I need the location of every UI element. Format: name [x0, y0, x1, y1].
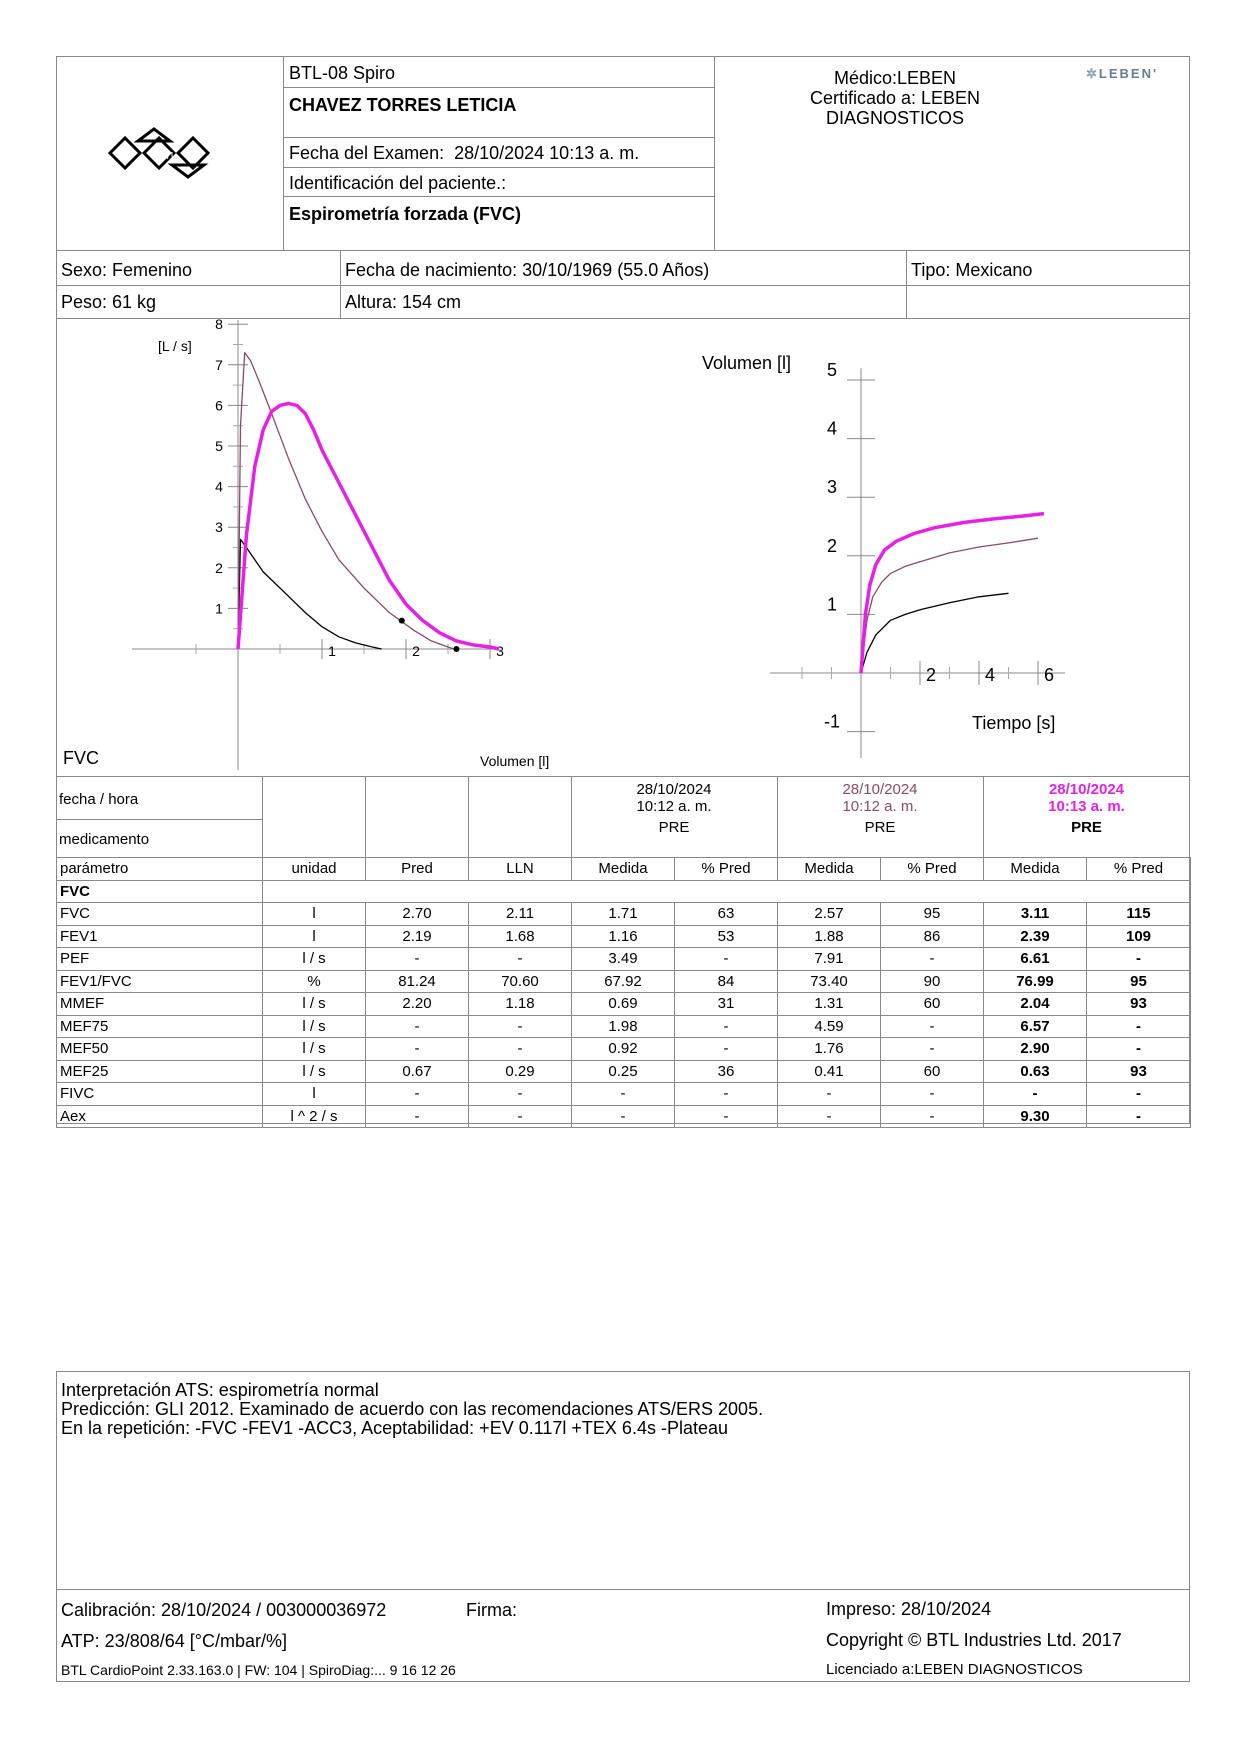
- y-tick-label: 2: [826, 535, 838, 556]
- interpretation-text: [61, 1381, 763, 1438]
- col-header: LLN: [469, 858, 572, 881]
- table-cell: 0.25: [572, 1060, 675, 1083]
- patient-type: Tipo: Mexicano: [911, 260, 1033, 280]
- leben-logo: [1086, 66, 1158, 82]
- table-cell: -: [469, 1083, 572, 1106]
- table-cell: l: [263, 925, 366, 948]
- table-cell: l / s: [263, 1015, 366, 1038]
- section-row: [57, 880, 1191, 903]
- table-cell: -: [1087, 1083, 1191, 1106]
- leben-logo-text: LEBEN': [1098, 66, 1159, 81]
- table-cell: 60: [881, 1060, 984, 1083]
- trial-3-date: 28/10/2024: [1048, 781, 1125, 798]
- y-tick-label: 3: [215, 519, 223, 536]
- y-tick-label: 8: [215, 318, 223, 333]
- patient-name: CHAVEZ TORRES LETICIA: [289, 95, 517, 115]
- table-cell: -: [1087, 1105, 1191, 1128]
- table-row: [57, 903, 1191, 926]
- x-tick-label: 4: [984, 665, 996, 685]
- table-cell: -: [675, 1015, 778, 1038]
- col-header: unidad: [263, 858, 366, 881]
- device-name: BTL-08 Spiro: [289, 63, 396, 83]
- flow-volume-ylabel: [L / s]: [158, 338, 192, 354]
- x-tick-label: 2: [925, 665, 937, 685]
- table-cell: -: [366, 1015, 469, 1038]
- table-row: [57, 1015, 1191, 1038]
- table-cell: 86: [881, 925, 984, 948]
- table-cell: 1.76: [778, 1038, 881, 1061]
- table-cell: -: [366, 1038, 469, 1061]
- table-cell: l / s: [263, 1038, 366, 1061]
- table-cell: 2.39: [984, 925, 1087, 948]
- signature-label: Firma:: [466, 1600, 517, 1620]
- interpretation-line-2: Predicción: GLI 2012. Examinado de acuerdo con las recomendaciones ATS/ERS 2005.: [61, 1399, 764, 1419]
- table-cell: l: [263, 1083, 366, 1106]
- col-header: Medida: [778, 858, 881, 881]
- doctor-name: Médico:LEBEN: [833, 68, 957, 88]
- calibration-info: Calibración: 28/10/2024 / 003000036972: [61, 1600, 387, 1620]
- param-name: MMEF: [57, 993, 263, 1016]
- col-header: parámetro: [57, 858, 263, 881]
- table-cell: 67.92: [572, 970, 675, 993]
- volume-time-ylabel: Volumen [l]: [702, 353, 792, 373]
- flow-volume-series-1: [238, 539, 382, 649]
- fecha-hora-label: fecha / hora: [59, 791, 139, 808]
- col-header: % Pred: [675, 858, 778, 881]
- table-cell: 1.71: [572, 903, 675, 926]
- table-row: [57, 993, 1191, 1016]
- table-cell: -: [675, 948, 778, 971]
- table-row: [57, 1083, 1191, 1106]
- y-tick-label: 4: [215, 478, 223, 495]
- table-row: [57, 925, 1191, 948]
- table-row: [57, 1060, 1191, 1083]
- y-tick-label: 1: [215, 600, 223, 617]
- interpretation-line-3: En la repetición: -FVC -FEV1 -ACC3, Aceptabilidad: +EV 0.117l +TEX 6.4s -Plateau: [61, 1418, 729, 1438]
- header-divider-2: [714, 56, 715, 250]
- volume-time-xlabel: Tiempo [s]: [972, 713, 1056, 733]
- table-cell: -: [881, 1038, 984, 1061]
- table-cell: 0.41: [778, 1060, 881, 1083]
- patient-dob: Fecha de nacimiento: 30/10/1969 (55.0 Años): [345, 260, 710, 280]
- col-header: % Pred: [881, 858, 984, 881]
- col-header: Medida: [984, 858, 1087, 881]
- y-tick-label: 6: [215, 397, 223, 414]
- param-name: PEF: [57, 948, 263, 971]
- certified-to: Certificado a: LEBEN: [809, 88, 981, 108]
- table-cell: -: [881, 1105, 984, 1128]
- trial-1-header: [571, 781, 777, 836]
- table-cell: 70.60: [469, 970, 572, 993]
- table-cell: 63: [675, 903, 778, 926]
- table-cell: l ^ 2 / s: [263, 1105, 366, 1128]
- table-cell: 1.16: [572, 925, 675, 948]
- table-cell: -: [469, 1105, 572, 1128]
- volume-time-series-3: [861, 514, 1044, 673]
- volume-time-series-2: [861, 538, 1038, 673]
- table-hdr-divider: [365, 776, 366, 857]
- patient-weight: Peso: 61 kg: [61, 292, 157, 312]
- table-cell: 6.57: [984, 1015, 1087, 1038]
- doctor-block: [720, 68, 1070, 128]
- copyright: Copyright © BTL Industries Ltd. 2017: [826, 1630, 1122, 1650]
- table-cell: 2.90: [984, 1038, 1087, 1061]
- table-cell: 1.31: [778, 993, 881, 1016]
- table-cell: 2.20: [366, 993, 469, 1016]
- table-hdr-divider: [262, 776, 263, 857]
- table-cell: 93: [1087, 1060, 1191, 1083]
- table-cell: 95: [1087, 970, 1191, 993]
- header-row-line: [283, 137, 714, 138]
- trial-3-header: [983, 781, 1190, 836]
- section-spacer: [263, 880, 1191, 903]
- table-cell: 7.91: [778, 948, 881, 971]
- volume-time-chart: [640, 318, 1190, 776]
- flow-volume-title: FVC: [63, 748, 99, 768]
- table-cell: l / s: [263, 1060, 366, 1083]
- info-divider: [340, 250, 341, 318]
- table-row: [57, 1105, 1191, 1128]
- table-cell: 0.92: [572, 1038, 675, 1061]
- param-name: FVC: [57, 903, 263, 926]
- param-name: MEF75: [57, 1015, 263, 1038]
- param-name: FIVC: [57, 1083, 263, 1106]
- table-cell: 93: [1087, 993, 1191, 1016]
- y-tick-label: -1: [823, 711, 841, 732]
- table-cell: 2.70: [366, 903, 469, 926]
- y-tick-label: 2: [215, 559, 223, 576]
- y-tick-label: 5: [826, 360, 838, 380]
- table-top-line: [56, 776, 1190, 777]
- table-cell: 1.18: [469, 993, 572, 1016]
- test-type: Espirometría forzada (FVC): [289, 204, 522, 224]
- table-cell: -: [778, 1105, 881, 1128]
- column-header-row: [57, 858, 1191, 881]
- table-cell: -: [572, 1105, 675, 1128]
- param-name: MEF25: [57, 1060, 263, 1083]
- header-row-line: [283, 196, 714, 197]
- licensed-to: Licenciado a:LEBEN DIAGNOSTICOS: [826, 1661, 1083, 1678]
- header-divider-1: [283, 56, 284, 250]
- y-tick-label: 3: [826, 477, 838, 498]
- y-tick-label: 4: [826, 418, 838, 439]
- table-cell: -: [366, 1105, 469, 1128]
- table-cell: 6.61: [984, 948, 1087, 971]
- end-marker: [453, 646, 459, 652]
- medicamento-label: medicamento: [59, 831, 150, 848]
- table-cell: 95: [881, 903, 984, 926]
- table-cell: -: [366, 948, 469, 971]
- table-cell: 31: [675, 993, 778, 1016]
- table-cell: 2.19: [366, 925, 469, 948]
- param-name: MEF50: [57, 1038, 263, 1061]
- table-cell: -: [469, 1015, 572, 1038]
- trial-2-date: 28/10/2024: [842, 781, 918, 798]
- atp-info: ATP: 23/808/64 [°C/mbar/%]: [61, 1631, 287, 1651]
- certified-to-org: DIAGNOSTICOS: [825, 108, 964, 128]
- patient-id-label: Identificación del paciente.:: [289, 173, 507, 193]
- patient-height: Altura: 154 cm: [345, 292, 462, 312]
- table-cell: 4.59: [778, 1015, 881, 1038]
- table-cell: 0.67: [366, 1060, 469, 1083]
- table-cell: -: [1087, 1038, 1191, 1061]
- trial-3-time: 10:13 a. m.: [1048, 798, 1125, 815]
- info-divider: [906, 250, 907, 318]
- table-cell: -: [675, 1038, 778, 1061]
- info-row-line: [56, 285, 1190, 286]
- table-cell: -: [881, 948, 984, 971]
- table-cell: -: [469, 1038, 572, 1061]
- table-hdr-line: [56, 819, 262, 820]
- peak-marker: [399, 618, 405, 624]
- table-cell: 76.99: [984, 970, 1087, 993]
- y-tick-label: 5: [215, 438, 223, 454]
- trial-1-med: PRE: [658, 819, 690, 836]
- table-cell: 90: [881, 970, 984, 993]
- patient-sex: Sexo: Femenino: [61, 260, 193, 280]
- flow-volume-chart: [56, 318, 626, 776]
- trial-1-date: 28/10/2024: [636, 781, 712, 798]
- table-cell: -: [984, 1083, 1087, 1106]
- table-cell: 1.88: [778, 925, 881, 948]
- table-cell: 0.69: [572, 993, 675, 1016]
- table-cell: -: [881, 1015, 984, 1038]
- table-cell: 1.98: [572, 1015, 675, 1038]
- header-row-line: [283, 87, 714, 88]
- param-name: FEV1/FVC: [57, 970, 263, 993]
- param-name: Aex: [57, 1105, 263, 1128]
- header-row-line: [283, 167, 714, 168]
- y-tick-label: 7: [215, 356, 223, 373]
- table-cell: 60: [881, 993, 984, 1016]
- interpretation-line-1: Interpretación ATS: espirometría normal: [61, 1380, 379, 1400]
- table-row: [57, 1038, 1191, 1061]
- interpretation-footer-line: [56, 1589, 1190, 1590]
- flow-volume-series-3: [238, 403, 499, 649]
- flow-volume-xlabel: Volumen [l]: [480, 753, 550, 769]
- table-cell: 9.30: [984, 1105, 1087, 1128]
- table-cell: 3.11: [984, 903, 1087, 926]
- table-cell: 84: [675, 970, 778, 993]
- table-row: [57, 948, 1191, 971]
- col-header: Medida: [572, 858, 675, 881]
- table-cell: 2.11: [469, 903, 572, 926]
- table-cell: l: [263, 903, 366, 926]
- table-hdr-divider: [468, 776, 469, 857]
- table-cell: 1.68: [469, 925, 572, 948]
- table-cell: l / s: [263, 993, 366, 1016]
- table-cell: -: [675, 1083, 778, 1106]
- table-cell: 2.57: [778, 903, 881, 926]
- table-cell: 0.63: [984, 1060, 1087, 1083]
- table-cell: -: [469, 948, 572, 971]
- x-tick-label: 6: [1043, 665, 1055, 685]
- trial-2-time: 10:12 a. m.: [842, 798, 918, 815]
- trial-3-med: PRE: [1071, 819, 1102, 836]
- printed-date: Impreso: 28/10/2024: [826, 1599, 992, 1619]
- volume-time-series-1: [861, 593, 1009, 673]
- y-tick-label: 1: [826, 594, 838, 615]
- table-cell: l / s: [263, 948, 366, 971]
- table-cell: -: [778, 1083, 881, 1106]
- exam-date: Fecha del Examen: 28/10/2024 10:13 a. m.: [289, 143, 640, 163]
- flow-volume-series-2: [238, 353, 454, 649]
- table-cell: 0.29: [469, 1060, 572, 1083]
- table-cell: 115: [1087, 903, 1191, 926]
- trial-2-header: [777, 781, 983, 836]
- table-cell: 3.49: [572, 948, 675, 971]
- param-name: FEV1: [57, 925, 263, 948]
- table-row: [57, 970, 1191, 993]
- table-cell: 36: [675, 1060, 778, 1083]
- x-tick-label: 2: [412, 643, 420, 659]
- table-cell: 2.04: [984, 993, 1087, 1016]
- header-bottom-line: [56, 250, 1190, 251]
- btl-logo: [108, 126, 230, 180]
- software-info: BTL CardioPoint 2.33.163.0 | FW: 104 | SpiroDiag:... 9 16 12 26: [61, 1662, 456, 1678]
- table-cell: -: [881, 1083, 984, 1106]
- table-cell: 81.24: [366, 970, 469, 993]
- table-cell: %: [263, 970, 366, 993]
- table-cell: -: [572, 1083, 675, 1106]
- x-tick-label: 3: [496, 643, 504, 659]
- leben-star-icon: ✲: [1086, 66, 1099, 81]
- table-cell: -: [1087, 1015, 1191, 1038]
- table-cell: 109: [1087, 925, 1191, 948]
- btl-logo-text: BTL: [158, 151, 177, 162]
- table-cell: -: [366, 1083, 469, 1106]
- col-header: Pred: [366, 858, 469, 881]
- x-tick-label: 1: [328, 643, 336, 659]
- trial-2-med: PRE: [864, 819, 896, 836]
- table-cell: 73.40: [778, 970, 881, 993]
- trial-1-time: 10:12 a. m.: [636, 798, 712, 815]
- results-table: [56, 857, 1191, 1128]
- table-cell: 53: [675, 925, 778, 948]
- table-cell: -: [1087, 948, 1191, 971]
- col-header: % Pred: [1087, 858, 1191, 881]
- table-cell: -: [675, 1105, 778, 1128]
- section-label: FVC: [57, 880, 263, 903]
